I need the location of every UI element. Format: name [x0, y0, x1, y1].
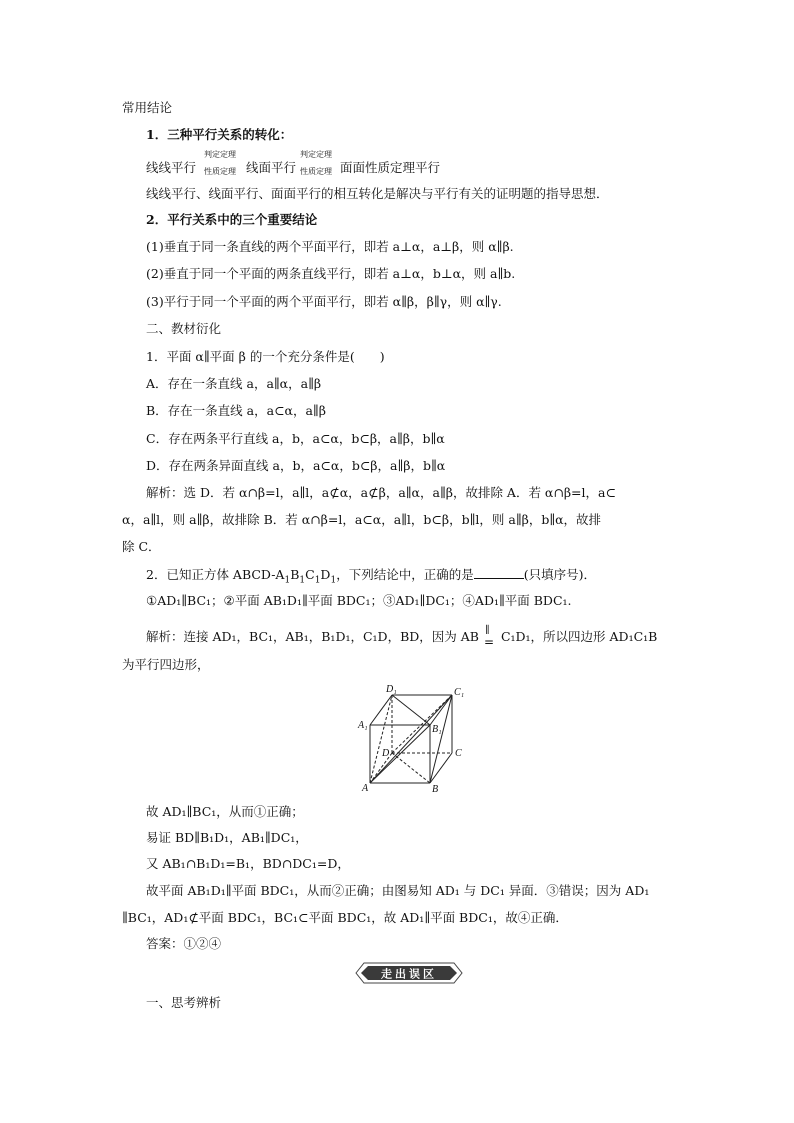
- diag-b1a: [370, 725, 430, 783]
- diag-db: [392, 753, 430, 783]
- section-banner: [350, 960, 468, 986]
- section-title: 常用结论: [122, 100, 173, 115]
- solution-2-line-2: 为平行四边形，: [122, 657, 210, 672]
- cube-figure: [352, 683, 470, 795]
- solution-2-line-5: 又 AB₁∩B₁D₁=B₁，BD∩DC₁=D，: [146, 856, 350, 871]
- solution-2-line-1: [146, 625, 706, 649]
- conclusion-3: (3)平行于同一个平面的两个平面平行，即若 α∥β，β∥γ，则 α∥γ.: [146, 294, 502, 309]
- question-2-text-a: 2．已知正方体 ABCD-A: [146, 567, 285, 582]
- label-a1: A₁: [358, 720, 368, 731]
- solution-1-line-3: 除 C．: [122, 539, 161, 554]
- chain-label-bottom-1: 性质定理: [204, 167, 236, 176]
- label-c1: C₁: [454, 687, 465, 698]
- solution-1-line-2: α，a∥l，则 a∥β，故排除 B．若 α∩β=l，a⊂α，a∥l，b⊂β，b∥l，则 a∥β，b∥α，故排: [122, 512, 602, 527]
- diag-ad1: [370, 695, 392, 783]
- question-1-option-d: D．存在两条异面直线 a，b，a⊂α，b⊂β，a∥β，b∥α: [146, 458, 446, 473]
- section-2-title: 二、教材衍化: [146, 321, 222, 336]
- conclusion-2: (2)垂直于同一个平面的两条直线平行，即若 a⊥α，b⊥α，则 a∥b.: [146, 266, 516, 281]
- question-2-text-c: C: [305, 567, 315, 582]
- conclusion-1: (1)垂直于同一条直线的两个平面平行，即若 a⊥α，a⊥β，则 α∥β.: [146, 239, 514, 254]
- diag-dc1: [392, 695, 452, 753]
- solution-2-line-1-b: C₁D₁，所以四边形 AD₁C₁B: [500, 629, 658, 644]
- parallel-equal-symbol: [483, 625, 497, 649]
- solution-2-line-7: ∥BC₁，AD₁⊄平面 BDC₁，BC₁⊂平面 BDC₁，故 AD₁∥平面 BDC₁，故④正确．: [122, 910, 568, 925]
- question-2: 2．已知正方体 ABCD-$A_1B_1C_1D_1$，下列结论中，正确的是 (只填序号)．: [146, 567, 596, 586]
- answer-blank: [474, 565, 524, 579]
- label-a: A: [362, 783, 369, 794]
- question-1-option-a: A．存在一条直线 a，a∥α，a∥β: [146, 376, 322, 391]
- chain-label-top-2: 判定定理: [300, 150, 332, 159]
- solution-2-line-1-a: 解析：连接 AD₁，BC₁，AB₁，B₁D₁，C₁D，BD，因为 AB: [146, 629, 479, 644]
- question-1: 1．平面 α∥平面 β 的一个充分条件是( ): [146, 349, 385, 364]
- solution-1-line-1: 解析：选 D．若 α∩β=l，a∥l，a⊄α，a⊄β，a∥α，a∥β，故排除 A．若 α∩β=l，a⊂: [146, 485, 616, 500]
- chain-label-bottom-2: 性质定理: [300, 167, 332, 176]
- label-c: C: [455, 748, 462, 759]
- banner-text: 走出误区: [381, 967, 437, 981]
- question-2-text-b: B: [290, 567, 300, 582]
- parallel-conversion-chain: [146, 150, 686, 180]
- diag-d1b1: [392, 695, 430, 725]
- answer-line: 答案：①②④: [146, 936, 222, 951]
- solution-2-line-3: 故 AD₁∥BC₁，从而①正确；: [146, 804, 304, 819]
- solution-2-line-4: 易证 BD∥B₁D₁，AB₁∥DC₁，: [146, 830, 308, 845]
- equal-symbol: =: [483, 635, 495, 649]
- label-b: B: [432, 784, 439, 795]
- question-2-text-f: (只填序号)．: [523, 567, 596, 582]
- item-2-title: 2．平行关系中的三个重要结论: [146, 212, 318, 227]
- section-3-title: 一、思考辨析: [146, 995, 222, 1010]
- diag-bc1: [430, 695, 452, 783]
- item-1-title: 1．三种平行关系的转化：: [146, 127, 293, 142]
- chain-plane-plane: 面面性质定理平行: [340, 160, 441, 175]
- label-d: D: [382, 748, 390, 759]
- question-1-option-c: C．存在两条平行直线 a，b，a⊂α，b⊂β，a∥β，b∥α: [146, 431, 445, 446]
- question-1-option-b: B．存在一条直线 a，a⊂α，a∥β: [146, 403, 326, 418]
- chain-label-top-1: 判定定理: [204, 150, 236, 159]
- question-2-text-e: ，下列结论中，正确的是: [336, 567, 474, 582]
- label-b1: B₁: [432, 724, 442, 735]
- question-2-options: ①AD₁∥BC₁；②平面 AB₁D₁∥平面 BDC₁；③AD₁∥DC₁；④AD₁∥平面 BDC₁.: [146, 593, 572, 608]
- label-d1: D₁: [386, 684, 397, 695]
- chain-line-line: 线线平行: [146, 160, 197, 175]
- chain-line-plane: 线面平行: [246, 160, 297, 175]
- parallel-symbol: ∥: [484, 625, 490, 636]
- question-2-text-d: D: [320, 567, 331, 582]
- item-1-text: 线线平行、线面平行、面面平行的相互转化是解决与平行有关的证明题的指导思想．: [146, 186, 609, 201]
- solution-2-line-6: 故平面 AB₁D₁∥平面 BDC₁，从而②正确；由图易知 AD₁ 与 DC₁ 异面．③错误；因为 AD₁: [146, 883, 650, 898]
